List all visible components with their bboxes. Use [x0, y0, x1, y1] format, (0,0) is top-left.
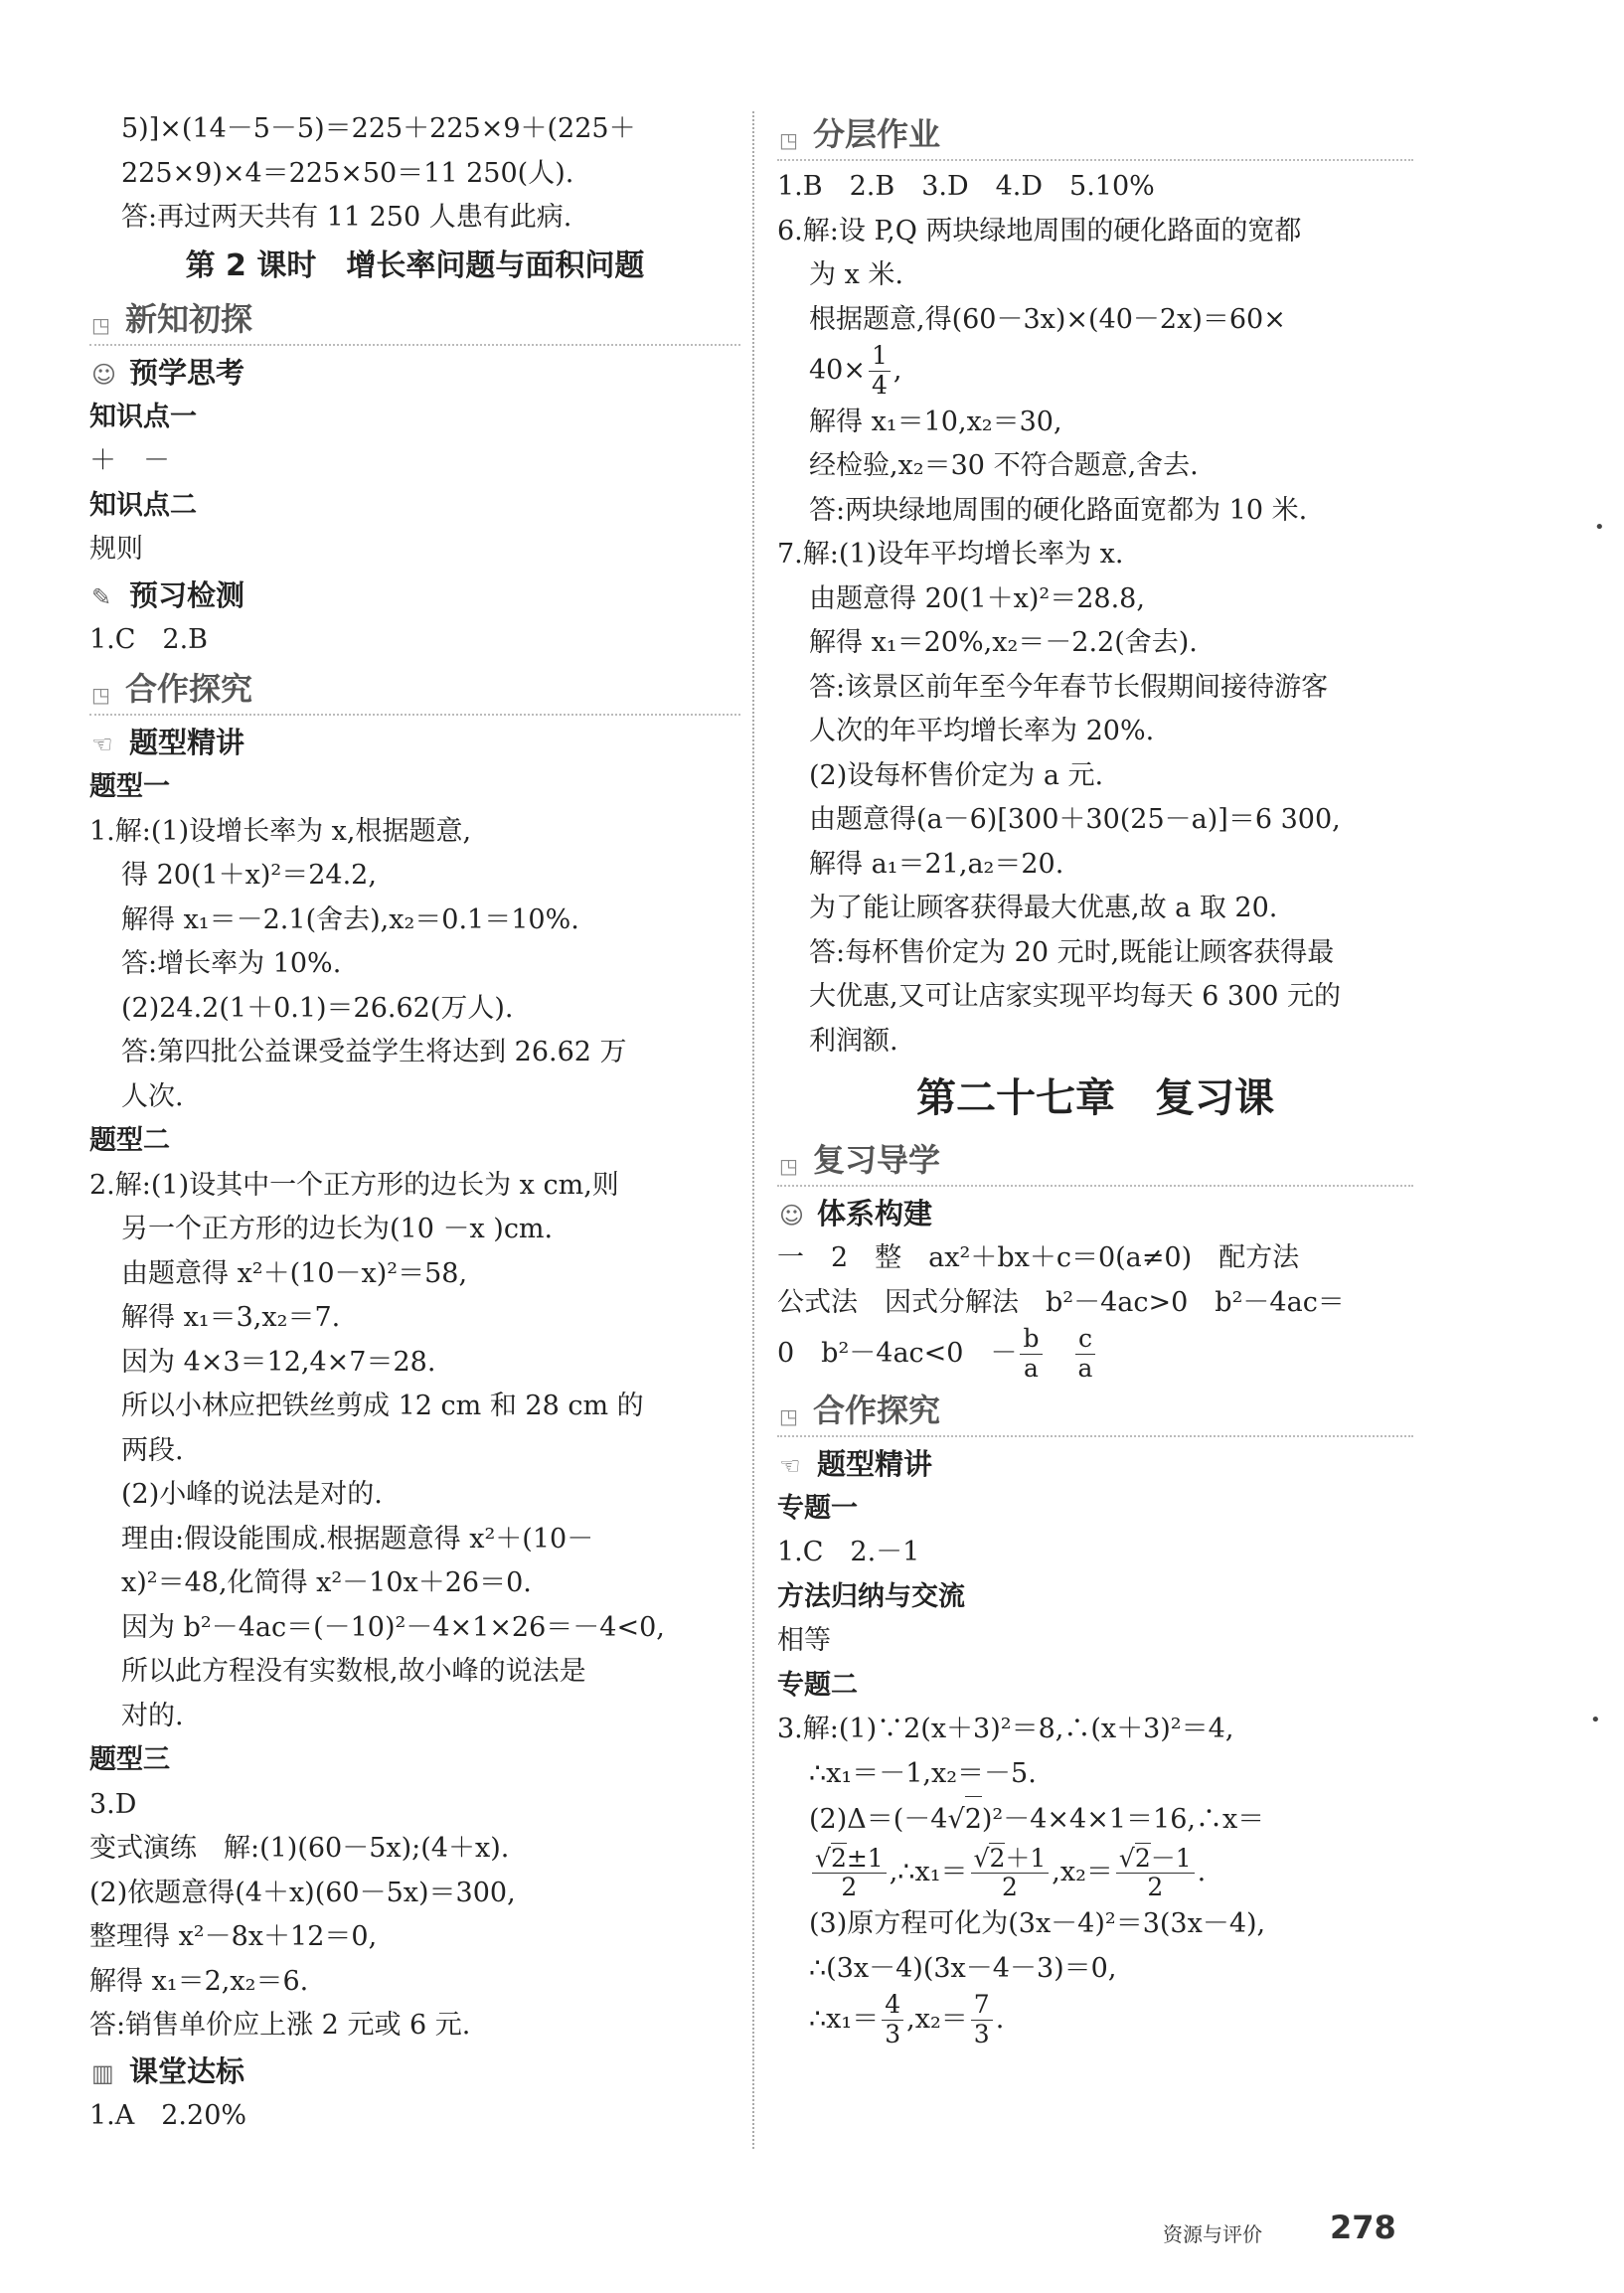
- question-type-label: 题型二: [89, 1125, 170, 1156]
- solution-line: (2)24.2(1＋0.1)＝26.62(万人).: [121, 992, 514, 1024]
- bookmark-icon: ◳: [91, 683, 110, 707]
- answer-line: 相等: [777, 1625, 831, 1656]
- subheading-class-target: ▥ 课堂达标: [89, 2048, 740, 2094]
- left-column: [89, 107, 740, 2138]
- solution-line: 所以小林应把铁丝剪成 12 cm 和 28 cm 的: [121, 1391, 644, 1421]
- answer-line: 公式法 因式分解法 b²－4ac>0 b²－4ac＝: [777, 1286, 1345, 1318]
- topic-label: 专题一: [777, 1492, 858, 1524]
- answer-line: 一 2 整 ax²＋bx＋c＝0(a≠0) 配方法: [777, 1242, 1300, 1273]
- book-icon: ▥: [91, 2058, 114, 2087]
- solution-line: 解得 x₁＝－2.1(舍去),x₂＝0.1＝10%.: [121, 903, 579, 935]
- sqrt-sign: √: [973, 1843, 990, 1873]
- footer-label: 资源与评价: [1163, 2222, 1262, 2246]
- topic-label: 专题二: [777, 1669, 858, 1701]
- solution-line-fraction: ∴x₁＝ $\frac{4}{3}$ ,x₂＝ $\frac{7}{3}$ .: [809, 1990, 1005, 2048]
- knowledge-point-label: 知识点一: [89, 401, 197, 432]
- solution-line: 利润额.: [809, 1025, 898, 1057]
- solution-line: 人次的年平均增长率为 20%.: [809, 716, 1155, 746]
- solution-line: 3.解:(1)∵2(x＋3)²＝8,∴(x＋3)²＝4,: [777, 1714, 1234, 1744]
- answer-line: 1.B 2.B 3.D 4.D 5.10%: [777, 171, 1155, 202]
- solution-line-sqrt: (2)Δ＝(－4√2)²－4×4×1＝16,∴x＝: [777, 1796, 1413, 1843]
- answer-line-fraction: 0 b²－4ac<0 － $\frac{b}{a}$ $\frac{c}{a}$: [777, 1325, 1413, 1384]
- answer-line: 1.C 2.B: [89, 623, 209, 655]
- solution-line: 根据题意,得(60－3x)×(40－2x)＝60×: [809, 303, 1286, 335]
- bookmark-icon: ◳: [91, 312, 110, 337]
- question-type-label: 题型三: [89, 1744, 170, 1775]
- fraction: $\frac{1}{4}$: [869, 342, 891, 401]
- solution-line: 理由:假设能围成.根据题意得 x²＋(10－: [121, 1523, 594, 1555]
- solution-line: 解得 a₁＝21,a₂＝20.: [809, 848, 1064, 880]
- solution-line: 所以此方程没有实数根,故小峰的说法是: [121, 1656, 586, 1687]
- hand-icon: ☜: [779, 1451, 801, 1480]
- pencil-icon: ✎: [91, 582, 112, 611]
- solution-line: 答:销售单价应上涨 2 元或 6 元.: [89, 2010, 471, 2041]
- solution-line: (3)原方程可化为(3x－4)²＝3(3x－4),: [809, 1908, 1266, 1939]
- answer-line: 1.C 2.－1: [777, 1537, 920, 1567]
- solution-line: 因为 4×3＝12,4×7＝28.: [121, 1346, 436, 1378]
- solution-line: 经检验,x₂＝30 不符合题意,舍去.: [809, 450, 1199, 481]
- subheading-question-types: ☜ 题型精讲: [777, 1441, 1413, 1487]
- person-icon: ☺: [779, 1202, 805, 1229]
- solution-line: ∴(3x－4)(3x－4－3)＝0,: [809, 1952, 1117, 1984]
- solution-line: 由题意得(a－6)[300＋30(25－a)]＝6 300,: [809, 804, 1341, 835]
- bookmark-icon: ◳: [779, 128, 798, 152]
- method-label: 方法归纳与交流: [777, 1580, 965, 1612]
- solution-line-fraction: $\frac{√2\pm 1}{2}$ ,∴x₁＝ $\frac{√2+1}{2}$ ,x₂＝ $\frac{√2-1}{2}$ .: [777, 1843, 1413, 1903]
- lesson-title: 第 2 课时 增长率问题与面积问题: [185, 247, 645, 283]
- solution-line: 解得 x₁＝2,x₂＝6.: [89, 1965, 309, 1997]
- solution-line: 另一个正方形的边长为(10 －x )cm.: [121, 1214, 554, 1244]
- solution-line-fraction: 40× $\frac{1}{4}$ ,: [809, 341, 902, 400]
- text-line: 5)]×(14－5－5)＝225＋225×9＋(225＋: [121, 113, 636, 144]
- solution-line: 答:第四批公益课受益学生将达到 26.62 万: [121, 1037, 627, 1067]
- solution-line: 为了能让顾客获得最大优惠,故 a 取 20.: [809, 893, 1278, 923]
- solution-line: (2)小峰的说法是对的.: [121, 1479, 383, 1510]
- solution-line: 1.解:(1)设增长率为 x,根据题意,: [89, 815, 472, 847]
- fraction: $\frac{7}{3}$: [971, 1991, 993, 2049]
- answer-line: 1.A 2.20%: [89, 2099, 247, 2131]
- solution-line: 答:两块绿地周围的硬化路面宽都为 10 米.: [809, 494, 1308, 526]
- sqrt-sign: √: [815, 1843, 831, 1873]
- solution-line: 答:该景区前年至今年春节长假期间接待游客: [809, 671, 1329, 703]
- fraction: $\frac{√2+1}{2}$: [971, 1843, 1050, 1903]
- thinking-person-icon: ☺: [91, 360, 117, 389]
- solution-line: 解得 x₁＝3,x₂＝7.: [121, 1302, 341, 1333]
- solution-line: 3.D: [89, 1788, 137, 1820]
- solution-line: 6.解:设 P,Q 两块绿地周围的硬化路面的宽都: [777, 215, 1302, 246]
- knowledge-point-label: 知识点二: [89, 489, 197, 521]
- solution-line: 人次.: [121, 1080, 184, 1112]
- solution-line: 大优惠,又可让店家实现平均每天 6 300 元的: [809, 981, 1342, 1012]
- solution-line: 2.解:(1)设其中一个正方形的边长为 x cm,则: [89, 1169, 619, 1201]
- solution-line: 7.解:(1)设年平均增长率为 x.: [777, 539, 1124, 570]
- answer-line: ＋ －: [89, 445, 170, 476]
- subheading-system: ☺ 体系构建: [777, 1191, 1413, 1236]
- section-heading-review: ◳ 复习导学: [777, 1135, 1413, 1187]
- solution-line: (2)依题意得(4＋x)(60－5x)＝300,: [89, 1877, 516, 1908]
- solution-line: 对的.: [121, 1700, 184, 1731]
- fraction: $\frac{√2\pm 1}{2}$: [812, 1843, 887, 1903]
- solution-line: 为 x 米.: [809, 259, 903, 290]
- scan-speck: •: [1590, 1710, 1601, 1730]
- solution-line: 由题意得 x²＋(10－x)²＝58,: [121, 1257, 468, 1289]
- solution-line: 两段.: [121, 1434, 184, 1466]
- page-footer: [1163, 2209, 1401, 2248]
- solution-line: 因为 b²－4ac＝(－10)²－4×1×26＝－4<0,: [121, 1611, 665, 1643]
- section-heading-new-knowledge: ◳ 新知初探: [89, 294, 740, 346]
- sqrt-sign: √: [1118, 1843, 1135, 1873]
- solution-line: (2)设每杯售价定为 a 元.: [809, 759, 1104, 791]
- bookmark-icon: ◳: [779, 1154, 798, 1178]
- solution-line: ∴x₁＝－1,x₂＝－5.: [809, 1757, 1037, 1789]
- solution-line: 得 20(1＋x)²＝24.2,: [121, 860, 377, 891]
- fraction: $\frac{b}{a}$: [1020, 1325, 1042, 1384]
- solution-line: 解得 x₁＝20%,x₂＝－2.2(舍去).: [809, 627, 1198, 658]
- right-column: [777, 107, 1413, 2049]
- page-number: 278: [1330, 2209, 1396, 2246]
- fraction: $\frac{√2-1}{2}$: [1116, 1843, 1195, 1903]
- section-heading-layered-homework: ◳ 分层作业: [777, 109, 1413, 161]
- solution-line: 解得 x₁＝10,x₂＝30,: [809, 406, 1062, 437]
- solution-line: 答:增长率为 10%.: [121, 948, 342, 979]
- sqrt-sign: √: [947, 1804, 965, 1835]
- column-divider: [752, 111, 754, 2149]
- scan-speck: •: [1594, 517, 1605, 538]
- solution-line: 变式演练 解:(1)(60－5x);(4＋x).: [89, 1833, 510, 1864]
- subheading-preview: ☺ 预学思考: [89, 350, 740, 396]
- fraction: $\frac{c}{a}$: [1075, 1325, 1096, 1384]
- question-type-label: 题型一: [89, 771, 170, 802]
- section-heading-cooperation: ◳ 合作探究: [777, 1386, 1413, 1437]
- subheading-question-types: ☜ 题型精讲: [89, 720, 740, 765]
- fraction: $\frac{4}{3}$: [882, 1991, 903, 2049]
- chapter-title: 第二十七章 复习课: [916, 1075, 1274, 1121]
- answer-line: 规则: [89, 534, 143, 565]
- bookmark-icon: ◳: [779, 1403, 798, 1428]
- section-heading-cooperation: ◳ 合作探究: [89, 664, 740, 716]
- solution-line: 答:每杯售价定为 20 元时,既能让顾客获得最: [809, 936, 1335, 968]
- solution-line: 整理得 x²－8x＋12＝0,: [89, 1921, 378, 1952]
- solution-line: x)²＝48,化简得 x²－10x＋26＝0.: [121, 1567, 532, 1598]
- hand-icon: ☜: [91, 731, 113, 758]
- text-line: 答:再过两天共有 11 250 人患有此病.: [121, 202, 572, 233]
- subheading-check: ✎ 预习检测: [89, 573, 740, 618]
- solution-line: 由题意得 20(1＋x)²＝28.8,: [809, 582, 1145, 614]
- text-line: 225×9)×4＝225×50＝11 250(人).: [121, 157, 574, 189]
